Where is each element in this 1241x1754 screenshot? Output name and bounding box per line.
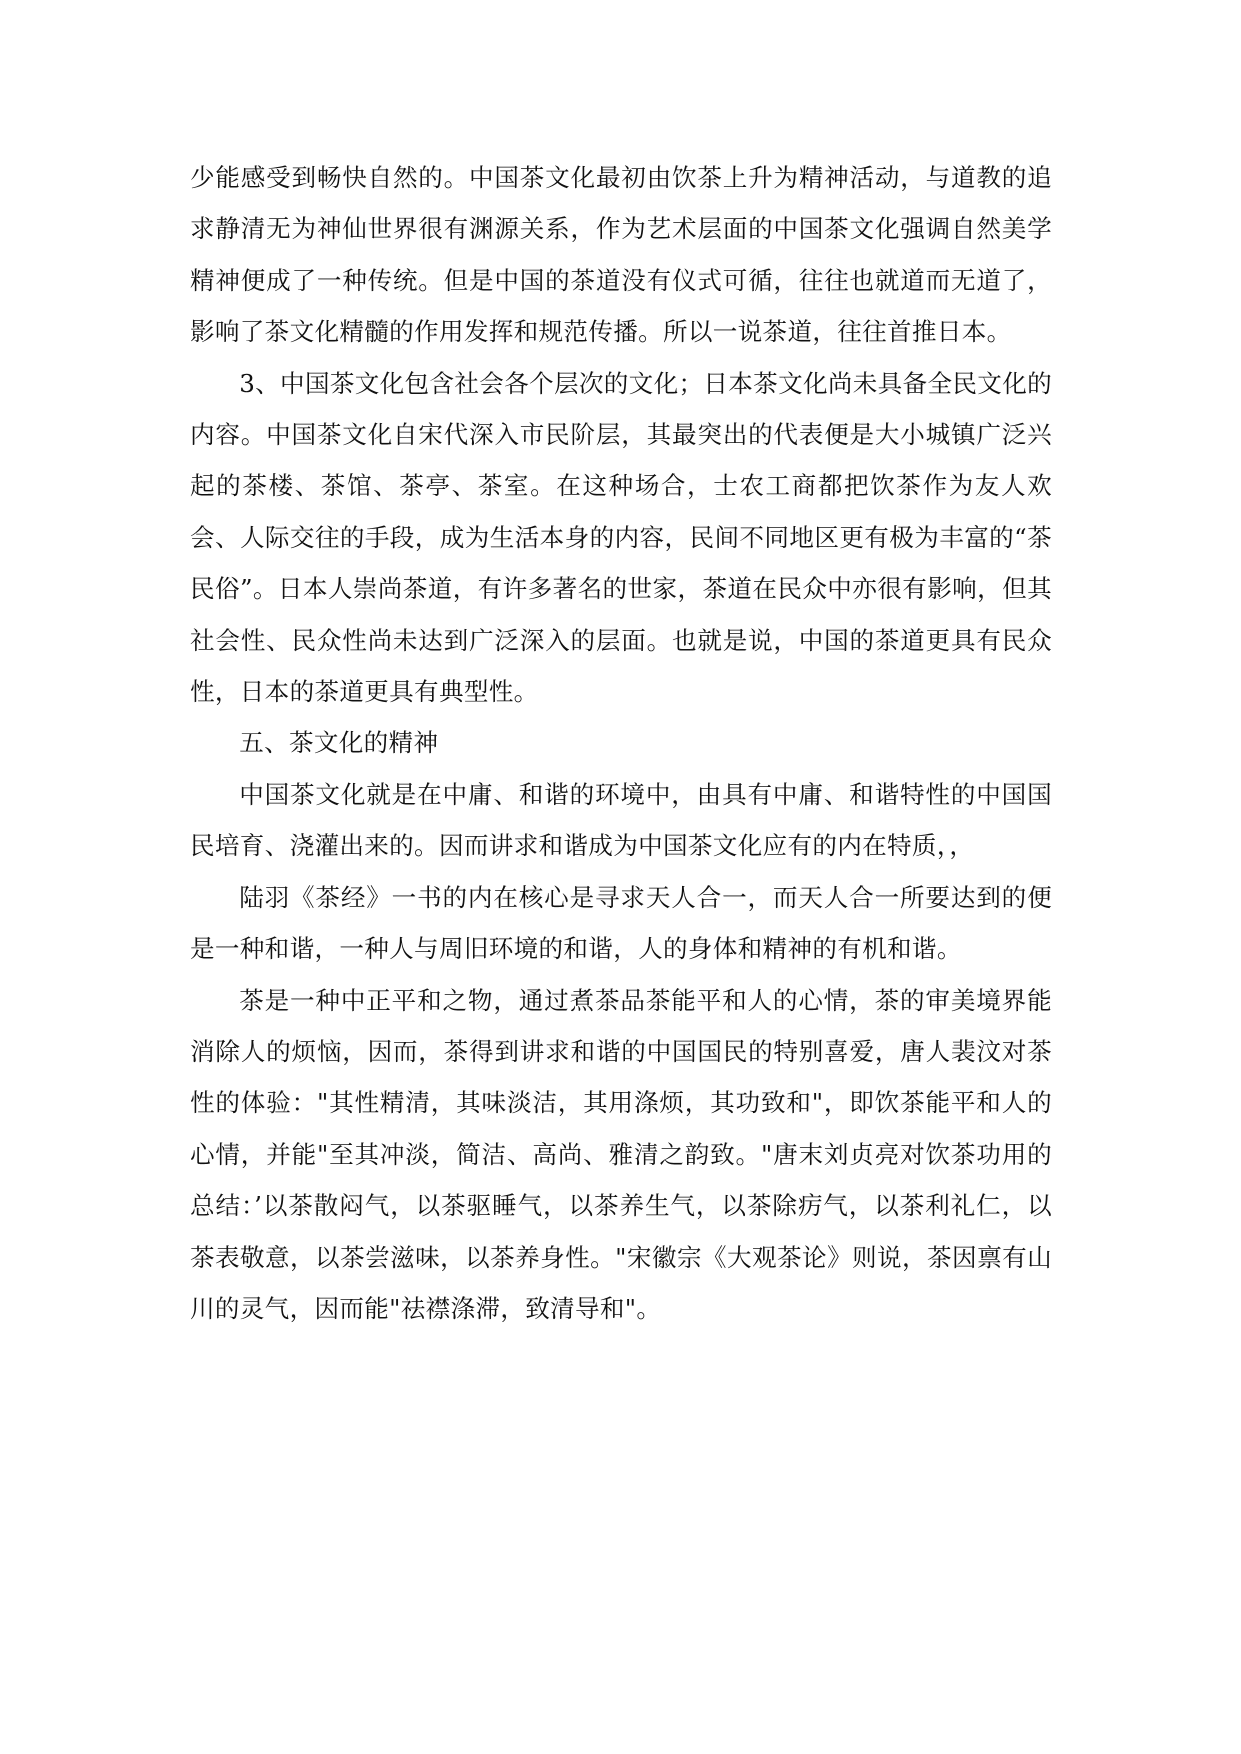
paragraph-tea-nature: 茶是一种中正平和之物，通过煮茶品茶能平和人的心情，茶的审美境界能消除人的烦恼，因而，茶得到讲求和谐的中国国民的特别喜爱，唐人裴汶对茶性的体验："其性精清，其味淡洁，其用涤烦，其功致和"，即饮茶能平和人的心情，并能"至其冲淡，简洁、高尚、雅清之韵致。"唐末刘贞亮对饮茶功用的总结：’以茶散闷气，以茶驱睡气，以茶养生气，以茶除疠气，以茶利礼仁，以茶表敬意，以茶尝滋味，以茶养身性。"宋徽宗《大观茶论》则说，茶因禀有山川的灵气，因而能"祛襟涤滞，致清导和"。: [190, 985, 1052, 1323]
paragraph-point-3: 3、中国茶文化包含社会各个层次的文化；日本茶文化尚未具备全民文化的内容。中国茶文化自宋代深入市民阶层，其最突出的代表便是大小城镇广泛兴起的茶楼、茶馆、茶亭、茶室。在这种场合，士农工商都把饮茶作为友人欢会、人际交往的手段，成为生活本身的内容，民间不同地区更有极为丰富的“茶民俗”。日本人崇尚茶道，有许多著名的世家，茶道在民众中亦很有影响，但其社会性、民众性尚未达到广泛深入的层面。也就是说，中国的茶道更具有民众性，日本的茶道更具有典型性。: [190, 368, 1052, 707]
paragraph-continuation: 少能感受到畅快自然的。中国茶文化最初由饮茶上升为精神活动，与道教的追求静清无为神仙世界很有渊源关系，作为艺术层面的中国茶文化强调自然美学精神便成了一种传统。但是中国的茶道没有仪式可循，往往也就道而无道了，影响了茶文化精髓的作用发挥和规范传播。所以一说茶道，往往首推日本。: [190, 163, 1052, 347]
paragraph-lu-yu: 陆羽《茶经》一书的内在核心是寻求天人合一，而天人合一所要达到的便是一种和谐，一种人与周旧环境的和谐，人的身体和精神的有机和谐。: [190, 882, 1052, 964]
document-body: [190, 152, 1052, 1334]
section-heading: 五、茶文化的精神: [239, 728, 439, 758]
paragraph-harmony-intro: 中国茶文化就是在中庸、和谐的环境中，由具有中庸、和谐特性的中国国民培育、浇灌出来的。因而讲求和谐成为中国茶文化应有的内在特质，，: [190, 779, 1052, 861]
